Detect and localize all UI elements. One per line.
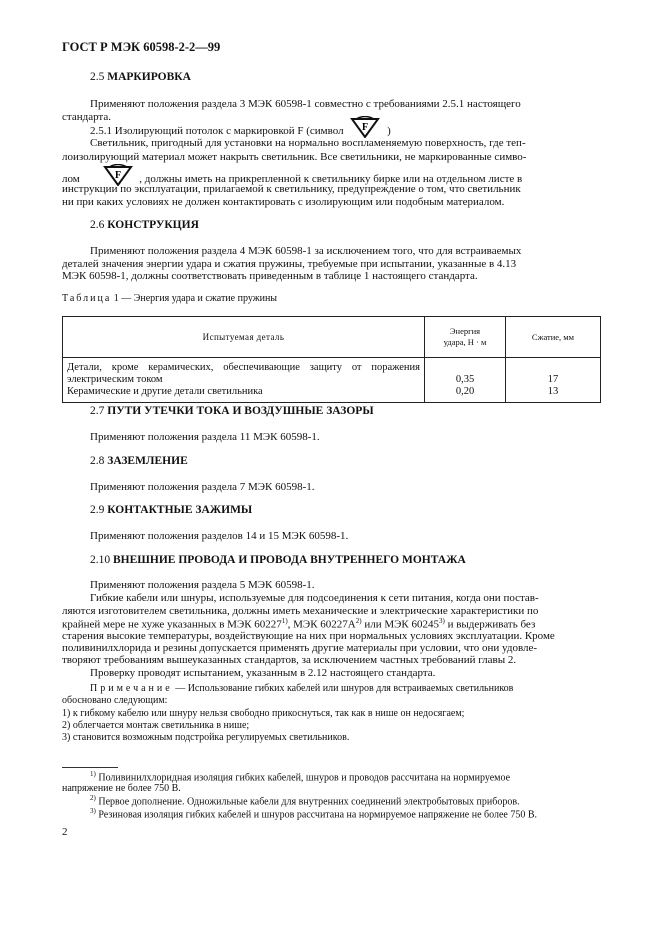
table-caption-text: 1 — Энергия удара и сжатие пружины <box>113 293 278 304</box>
section-2-5-heading <box>90 71 191 83</box>
table-cell-compression <box>506 358 601 403</box>
paragraph-line: ни при каких условиях не должен контактировать с изолирующим или подобным материалом. <box>62 196 505 208</box>
paragraph-line: деталей значения энергии удара и сжатия пружины, требуемые при испытании, указанные в 4.13 <box>62 258 517 270</box>
footnote <box>90 794 520 807</box>
text-fragment: и выдерживать без <box>444 618 536 631</box>
section-number: 2.5 <box>90 71 105 83</box>
footnote-ref: 2) <box>355 617 362 625</box>
paragraph-line: Применяют положения раздела 7 МЭК 60598-1. <box>90 481 315 493</box>
footnote-text: Первое дополнение. Одножильные кабели для внутренних соединений электробытовых приборов. <box>95 796 520 808</box>
footnote-divider <box>62 767 118 768</box>
paragraph-line: Применяют положения раздела 3 МЭК 60598-1 совместно с требованиями 2.5.1 настоящего <box>90 98 521 110</box>
row-energy: 0,35 <box>455 374 475 385</box>
page-number: 2 <box>62 826 68 838</box>
symbol-letter: F <box>362 122 369 133</box>
section-number: 2.10 <box>90 554 111 566</box>
table-cell-part <box>63 358 425 403</box>
note-line: обосновано следующим: <box>62 695 168 706</box>
note-label: Примечание <box>90 683 173 694</box>
section-2-9-heading <box>90 504 252 516</box>
note-text: — Использование гибких кабелей или шнуров для встраиваемых светильников <box>172 683 514 694</box>
row-energy: 0,20 <box>455 386 475 397</box>
section-title: КОНТАКТНЫЕ ЗАЖИМЫ <box>107 504 253 516</box>
clause-text-end: ) <box>387 125 391 138</box>
footnote <box>90 770 510 783</box>
section-number: 2.6 <box>90 219 105 231</box>
footnote-text: Поливинилхлоридная изоляция гибких кабелей, шнуров и проводов рассчитана на нормируемое <box>95 772 511 784</box>
section-title: КОНСТРУКЦИЯ <box>107 219 199 231</box>
footnote-line: напряжение не более 750 В. <box>62 783 181 794</box>
text-fragment: лом <box>62 173 80 186</box>
note-item: 1) к гибкому кабелю или шнуру нельзя свободно прикоснуться, так как в нише он недосягаем; <box>62 708 465 719</box>
footnote-mark: 1) <box>90 770 96 778</box>
section-2-6-heading <box>90 219 199 231</box>
footnote-mark: 3) <box>90 807 96 815</box>
column-header: Сжатие, мм <box>506 317 601 358</box>
text-fragment: крайней мере не хуже указанных в МЭК 60227 <box>62 618 282 631</box>
footnote-ref: 3) <box>438 617 445 625</box>
footnote-mark: 2) <box>90 794 96 802</box>
paragraph-line: Применяют положения раздела 11 МЭК 60598-1. <box>90 431 320 443</box>
paragraph-line: лоизолирующий материал может накрыть светильник. Все светильники, не маркированные симво- <box>62 151 527 163</box>
row-part: Керамические и другие детали светильника <box>67 386 263 397</box>
section-2-10-heading <box>90 554 466 566</box>
section-number: 2.8 <box>90 455 105 467</box>
footnote <box>90 807 537 820</box>
table-caption <box>62 293 277 304</box>
footnote-ref: 1) <box>281 617 288 625</box>
text-fragment: или МЭК 60245 <box>361 618 439 631</box>
row-compression: 17 <box>547 374 559 385</box>
table-caption-label: Таблица <box>62 293 112 304</box>
section-2-7-heading <box>90 405 374 417</box>
column-header: Энергия удара, Н · м <box>425 317 506 358</box>
section-title: МАРКИРОВКА <box>107 71 191 83</box>
column-header: Испытуемая деталь <box>63 317 425 358</box>
note-item: 2) облегчается монтаж светильника в нише; <box>62 720 250 731</box>
paragraph-line: МЭК 60598-1, должны соответствовать приведенным в таблице 1 настоящего стандарта. <box>62 270 478 282</box>
table-cell-energy <box>425 358 506 403</box>
text-fragment: , МЭК 60227А <box>287 618 356 631</box>
section-title: ПУТИ УТЕЧКИ ТОКА И ВОЗДУШНЫЕ ЗАЗОРЫ <box>107 405 374 417</box>
clause-text: 2.5.1 Изолирующий потолок с маркировкой F (символ <box>90 125 344 138</box>
paragraph-line: Гибкие кабели или шнуры, используемые для подсоединения к сети питания, когда они постав- <box>90 592 539 604</box>
paragraph-line-with-footnote-refs <box>62 617 535 631</box>
table-1 <box>62 316 601 403</box>
paragraph-line: Проверку проводят испытанием, указанным в 2.12 настоящего стандарта. <box>90 667 436 679</box>
section-title: ЗАЗЕМЛЕНИЕ <box>107 455 188 467</box>
paragraph-line: Светильник, пригодный для установки на нормально воспламеняемую поверхность, где теп- <box>90 137 526 149</box>
table-header-row <box>63 317 601 358</box>
section-number: 2.7 <box>90 405 105 417</box>
section-number: 2.9 <box>90 504 105 516</box>
section-2-8-heading <box>90 455 188 467</box>
paragraph-line: стандарта. <box>62 111 112 123</box>
paragraph-line: Применяют положения раздела 4 МЭК 60598-1 за исключением того, что для встраиваемых <box>90 245 522 257</box>
row-compression: 13 <box>547 386 559 397</box>
footnote-text: Резиновая изоляция гибких кабелей и шнуров рассчитана на нормируемое напряжение не более 750 В. <box>95 809 538 821</box>
paragraph-line: старения высокие температуры, воздействующие на них при нормальных условиях эксплуатации. Кроме <box>62 630 555 642</box>
paragraph-line: творяют требованиям вышеуказанных стандартов, за исключением частных требований главы 2. <box>62 654 517 666</box>
note-heading <box>90 683 513 694</box>
row-part: Детали, кроме керамических, обеспечивающие защиту от поражения электрическим током <box>67 362 420 385</box>
paragraph-line: Применяют положения разделов 14 и 15 МЭК 60598-1. <box>90 530 349 542</box>
table-row <box>63 358 601 403</box>
symbol-letter: F <box>114 170 121 181</box>
paragraph-line: инструкции по эксплуатации, прилагаемой к светильнику, предупреждение о том, что светильник <box>62 183 521 195</box>
section-title: ВНЕШНИЕ ПРОВОДА И ПРОВОДА ВНУТРЕННЕГО МОНТАЖА <box>113 554 466 566</box>
document-header: ГОСТ Р МЭК 60598-2-2—99 <box>62 40 221 54</box>
paragraph-line: ляются изготовителем светильника, должны иметь механические и электрические характеристики по <box>62 605 539 617</box>
note-item: 3) становится возможным подстройка регулируемых светильников. <box>62 732 350 743</box>
text-fragment: , должны иметь на прикрепленной к светильнику бирке или на отдельном листе в <box>139 173 523 186</box>
paragraph-line: поливинилхлорида и резины допускается применять другие материалы при условии, что они удовле- <box>62 642 538 654</box>
paragraph-line: Применяют положения раздела 5 МЭК 60598-1. <box>90 579 315 591</box>
